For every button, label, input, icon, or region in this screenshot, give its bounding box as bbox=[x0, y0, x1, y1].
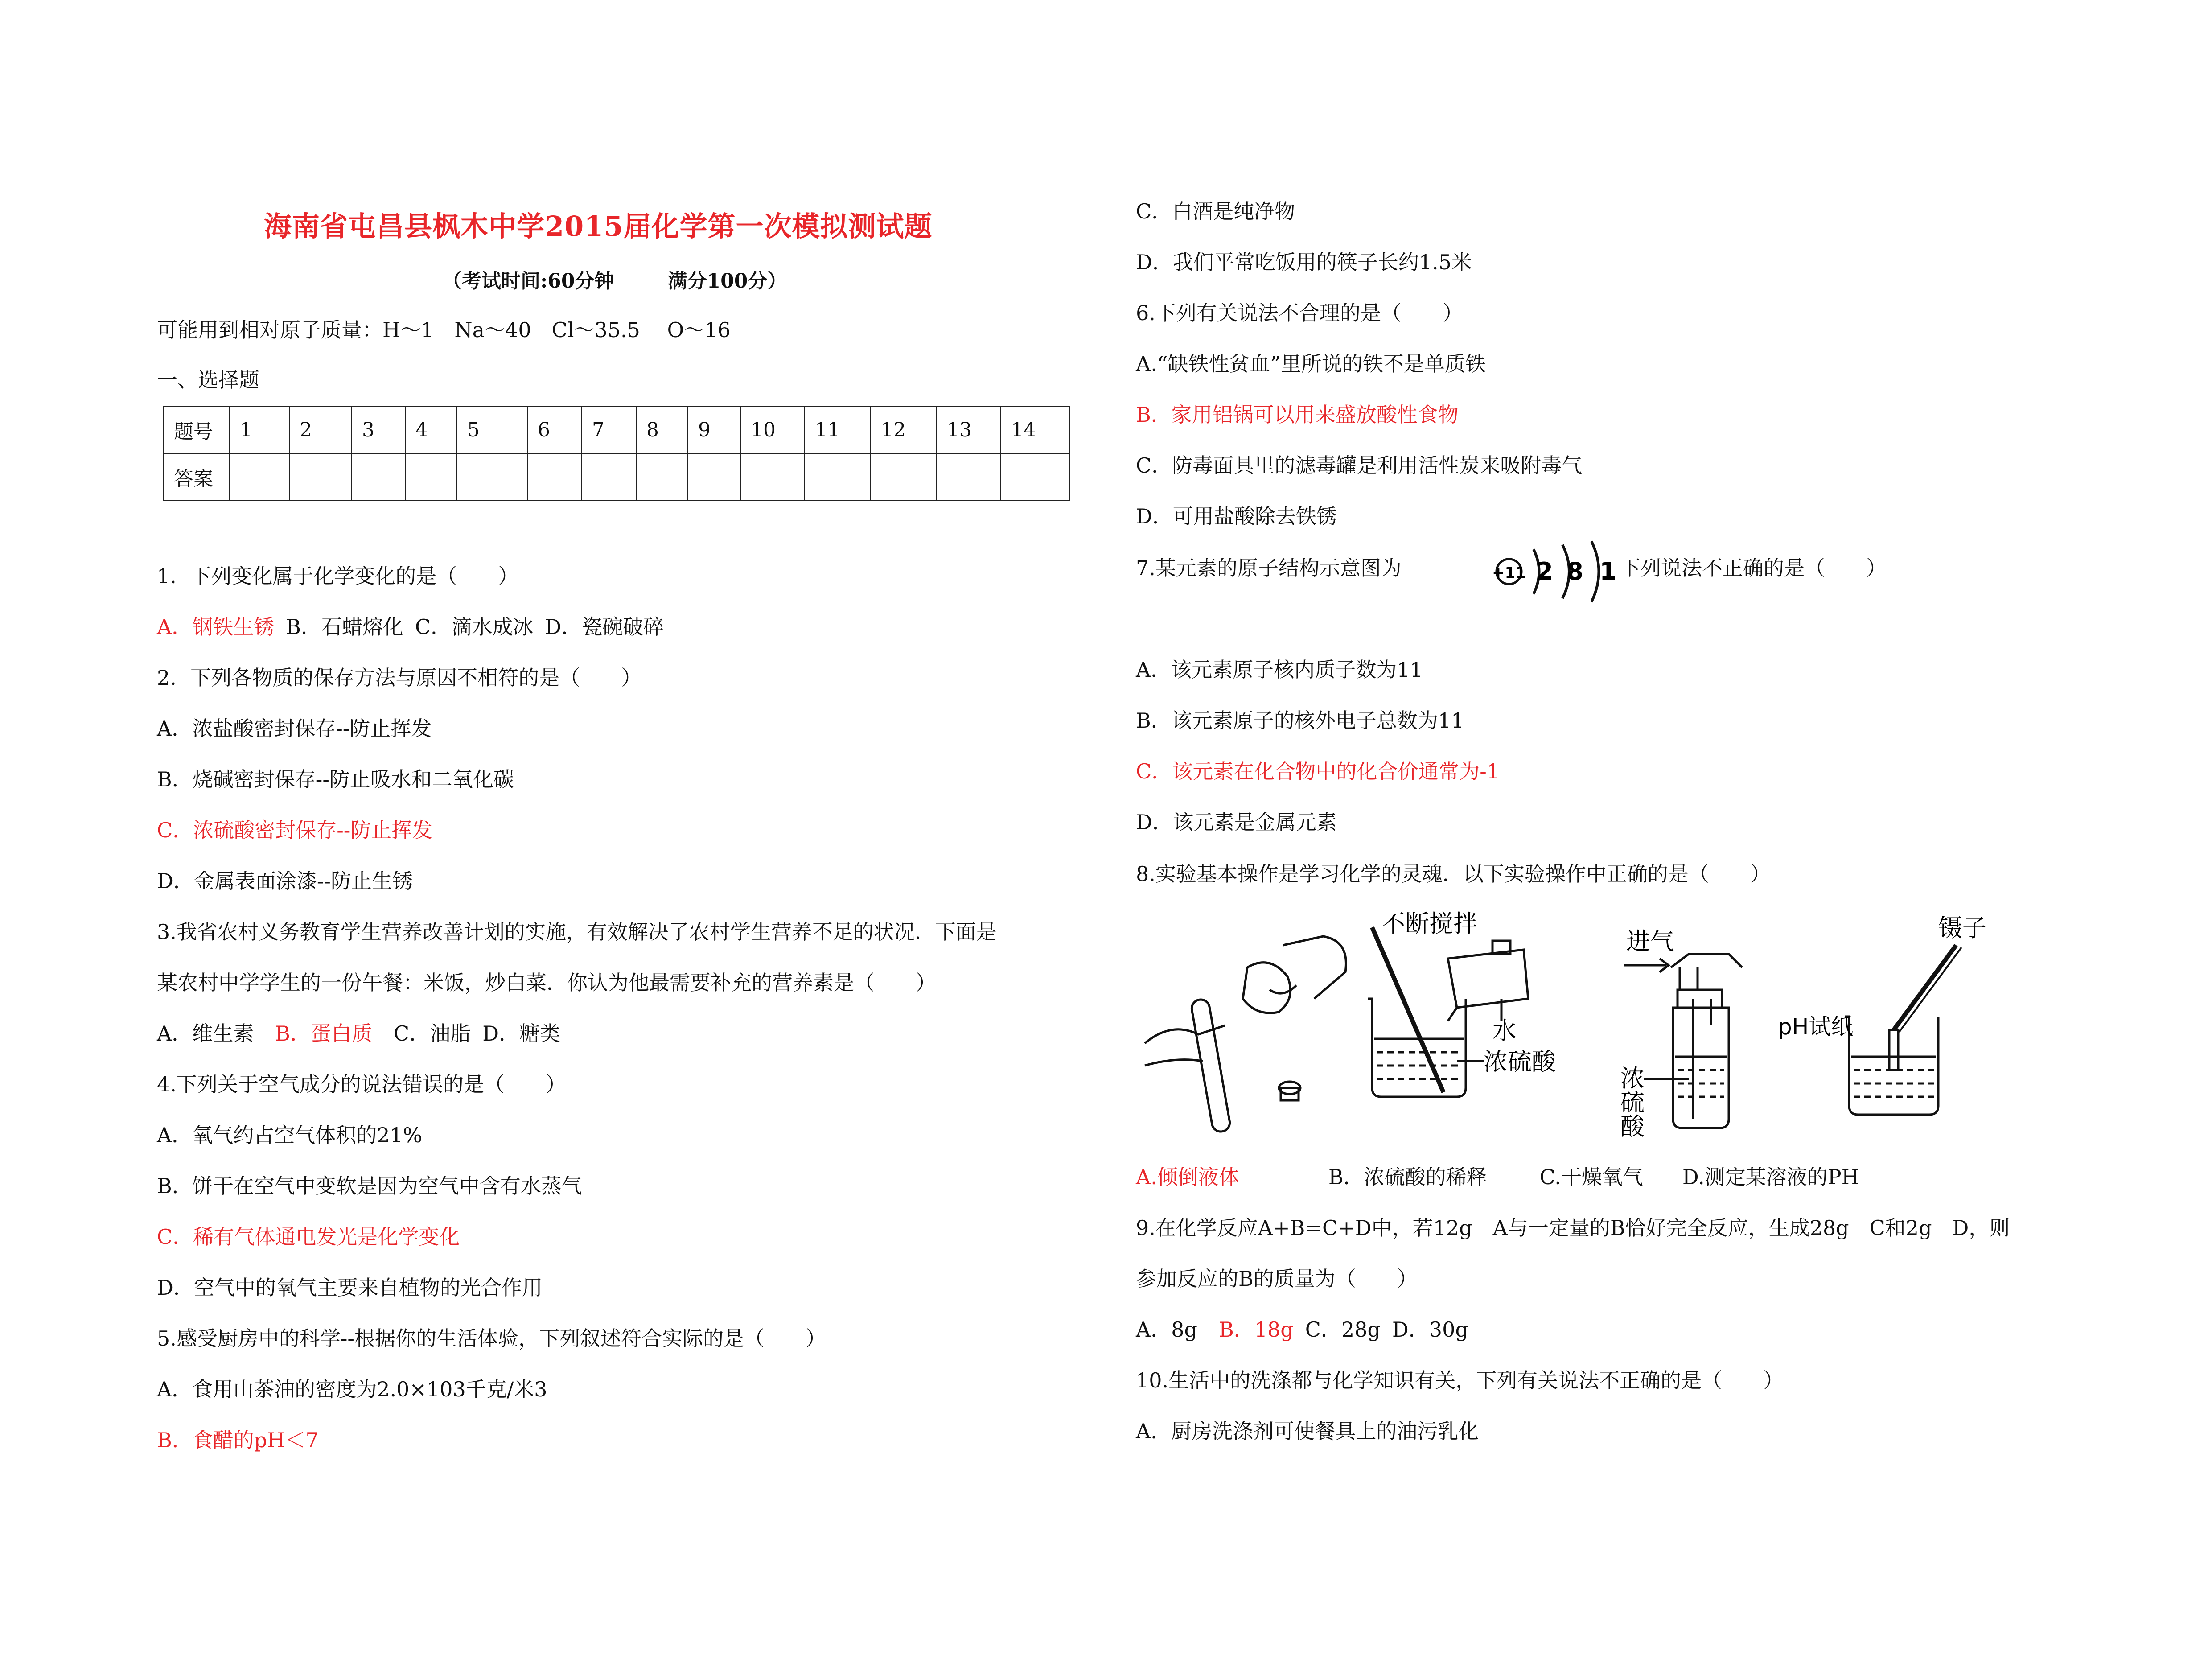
exam-subtitle bbox=[442, 265, 840, 293]
q5-option-c: C．白酒是纯净物 bbox=[1136, 199, 1295, 223]
label-water: 水 bbox=[1492, 1017, 1517, 1045]
table-answer-label: 答案 bbox=[164, 453, 230, 501]
q3-option-c: C．油脂 bbox=[394, 1021, 471, 1046]
q8-option-c: C.干燥氧气 bbox=[1539, 1165, 1643, 1189]
q1-option-a: A．钢铁生锈 bbox=[157, 615, 275, 639]
table-number-cell: 11 bbox=[805, 406, 871, 453]
q1-options bbox=[157, 613, 664, 640]
answer-table-answer-row bbox=[164, 453, 1069, 501]
q8-option-a: A.倾倒液体 bbox=[1136, 1165, 1239, 1189]
answer-cell[interactable] bbox=[582, 453, 636, 501]
table-number-cell: 9 bbox=[688, 406, 740, 453]
answer-cell[interactable] bbox=[740, 453, 805, 501]
exam-time: （考试时间:60分钟 bbox=[442, 270, 614, 292]
answer-table-header-row bbox=[164, 406, 1069, 453]
table-number-cell: 13 bbox=[937, 406, 1001, 453]
q2-option-b: B．烧碱密封保存--防止吸水和二氧化碳 bbox=[157, 767, 514, 791]
label-tweezers: 镊子 bbox=[1938, 914, 1986, 942]
q1-option-c: C．滴水成冰 bbox=[415, 615, 534, 639]
label-acid: 浓硫酸 bbox=[1484, 1048, 1556, 1076]
q4-option-a: A．氧气约占空气体积的21% bbox=[157, 1123, 423, 1147]
shell-arc-3 bbox=[1591, 541, 1599, 602]
table-number-cell: 10 bbox=[740, 406, 805, 453]
answer-cell[interactable] bbox=[937, 453, 1001, 501]
q7-option-a: A．该元素原子核内质子数为11 bbox=[1136, 658, 1423, 682]
nucleus-charge: +11 bbox=[1492, 564, 1526, 582]
table-number-cell: 8 bbox=[636, 406, 688, 453]
q1-stem: 1．下列变化属于化学变化的是（ ） bbox=[157, 564, 519, 588]
answer-cell[interactable] bbox=[1001, 453, 1069, 501]
q8-option-d: D.测定某溶液的PH bbox=[1682, 1165, 1859, 1189]
q6-option-d: D．可用盐酸除去铁锈 bbox=[1136, 504, 1337, 528]
q1-option-b: B．石蜡熔化 bbox=[286, 615, 404, 639]
lab-operations-figure bbox=[1136, 910, 2094, 1141]
q5-stem: 5.感受厨房中的科学--根据你的生活体验，下列叙述符合实际的是（ ） bbox=[157, 1326, 826, 1350]
q7-option-d: D．该元素是金属元素 bbox=[1136, 810, 1337, 834]
label-gas-in: 进气 bbox=[1626, 927, 1674, 955]
q3-option-b: B．蛋白质 bbox=[275, 1021, 373, 1046]
q3-stem-line2: 某农村中学学生的一份午餐：米饭，炒白菜．你认为他最需要补充的营养素是（ ） bbox=[157, 971, 936, 995]
table-header-label: 题号 bbox=[164, 406, 230, 453]
q4-stem: 4.下列关于空气成分的说法错误的是（ ） bbox=[157, 1072, 566, 1096]
q8-options bbox=[1136, 1164, 1859, 1190]
q9-option-c: C．28g bbox=[1305, 1317, 1381, 1342]
q2-option-c: C．浓硫酸密封保存--防止挥发 bbox=[157, 818, 433, 842]
q10-option-a: A．厨房洗涤剂可使餐具上的油污乳化 bbox=[1136, 1419, 1479, 1443]
answer-cell[interactable] bbox=[871, 453, 937, 501]
table-number-cell: 1 bbox=[230, 406, 289, 453]
q9-option-b: B．18g bbox=[1218, 1317, 1294, 1342]
q6-option-c: C．防毒面具里的滤毒罐是利用活性炭来吸附毒气 bbox=[1136, 453, 1583, 478]
table-number-cell: 4 bbox=[405, 406, 457, 453]
label-conc-acid-vertical: 浓硫酸 bbox=[1616, 1066, 1645, 1138]
answer-cell[interactable] bbox=[405, 453, 457, 501]
shell-electrons-2: 8 bbox=[1566, 557, 1583, 585]
exam-score: 满分100分） bbox=[667, 270, 787, 292]
q9-option-d: D．30g bbox=[1392, 1317, 1468, 1342]
answer-cell[interactable] bbox=[457, 453, 527, 501]
q10-stem: 10.生活中的洗涤都与化学知识有关，下列有关说法不正确的是（ ） bbox=[1136, 1368, 1784, 1392]
answer-cell[interactable] bbox=[805, 453, 871, 501]
table-number-cell: 6 bbox=[527, 406, 582, 453]
answer-cell[interactable] bbox=[688, 453, 740, 501]
table-number-cell: 7 bbox=[582, 406, 636, 453]
answer-cell[interactable] bbox=[289, 453, 352, 501]
answer-cell[interactable] bbox=[636, 453, 688, 501]
q7-option-b: B．该元素原子的核外电子总数为11 bbox=[1136, 708, 1464, 733]
q9-option-a: A．8g bbox=[1136, 1317, 1197, 1342]
answer-cell[interactable] bbox=[527, 453, 582, 501]
answer-cell[interactable] bbox=[230, 453, 289, 501]
q7-option-c: C．该元素在化合物中的化合价通常为-1 bbox=[1136, 759, 1500, 783]
q8-stem: 8.实验基本操作是学习化学的灵魂．以下实验操作中正确的是（ ） bbox=[1136, 862, 1771, 886]
q2-option-d: D．金属表面涂漆--防止生锈 bbox=[157, 869, 413, 893]
answer-cell[interactable] bbox=[352, 453, 405, 501]
q1-option-d: D．瓷碗破碎 bbox=[545, 615, 664, 639]
q4-option-c: C．稀有气体通电发光是化学变化 bbox=[157, 1225, 460, 1249]
q2-stem: 2．下列各物质的保存方法与原因不相符的是（ ） bbox=[157, 666, 642, 690]
figure-measure-ph bbox=[1845, 945, 1961, 1115]
table-number-cell: 14 bbox=[1001, 406, 1069, 453]
q3-options bbox=[157, 1020, 560, 1047]
q7-stem-pre: 7.某元素的原子结构示意图为 bbox=[1136, 556, 1402, 580]
table-number-cell: 12 bbox=[871, 406, 937, 453]
q3-option-a: A．维生素 bbox=[157, 1021, 254, 1046]
q7-stem-post: 下列说法不正确的是（ ） bbox=[1620, 556, 1887, 580]
q5-option-b: B．食醋的pH＜7 bbox=[157, 1428, 319, 1452]
shell-electrons-1: 2 bbox=[1536, 557, 1553, 585]
q3-stem-line1: 3.我省农村义务教育学生营养改善计划的实施，有效解决了农村学生营养不足的状况．下面是 bbox=[157, 920, 997, 944]
section-heading: 一、选择题 bbox=[157, 368, 259, 392]
table-number-cell: 5 bbox=[457, 406, 527, 453]
q6-stem: 6.下列有关说法不合理的是（ ） bbox=[1136, 301, 1463, 325]
q4-option-d: D．空气中的氧气主要来自植物的光合作用 bbox=[157, 1276, 543, 1300]
answer-table bbox=[163, 406, 1070, 501]
q5-option-a: A．食用山茶油的密度为2.0×103千克/米3 bbox=[157, 1377, 547, 1401]
q6-option-b: B．家用铝锅可以用来盛放酸性食物 bbox=[1136, 403, 1459, 427]
shell-electrons-3: 1 bbox=[1599, 557, 1616, 585]
table-number-cell: 3 bbox=[352, 406, 405, 453]
q9-options bbox=[1136, 1316, 1468, 1343]
q9-stem-line2: 参加反应的B的质量为（ ） bbox=[1136, 1267, 1418, 1291]
q5-option-d: D．我们平常吃饭用的筷子长约1.5米 bbox=[1136, 250, 1472, 274]
atom-structure-diagram bbox=[1491, 539, 1625, 620]
label-ph-paper: pH试纸 bbox=[1778, 1014, 1854, 1040]
q3-option-d: D．糖类 bbox=[482, 1021, 561, 1046]
q6-option-a: A.“缺铁性贫血”里所说的铁不是单质铁 bbox=[1136, 352, 1486, 376]
table-number-cell: 2 bbox=[289, 406, 352, 453]
atomic-mass-note: 可能用到相对原子质量：H～1 Na～40 Cl～35.5 O～16 bbox=[157, 318, 731, 342]
figure-pouring-liquid bbox=[1145, 936, 1346, 1133]
exam-title: 海南省屯昌县枫木中学2015届化学第一次模拟测试题 bbox=[264, 210, 933, 243]
q9-stem-line1: 9.在化学反应A+B=C+D中，若12g A与一定量的B恰好完全反应，生成28g C和2g D，则 bbox=[1136, 1216, 2010, 1240]
q4-option-b: B．饼干在空气中变软是因为空气中含有水蒸气 bbox=[157, 1174, 582, 1198]
label-stir: 不断搅拌 bbox=[1381, 910, 1477, 938]
q2-option-a: A．浓盐酸密封保存--防止挥发 bbox=[157, 716, 432, 741]
q8-option-b: B．浓硫酸的稀释 bbox=[1328, 1165, 1487, 1189]
